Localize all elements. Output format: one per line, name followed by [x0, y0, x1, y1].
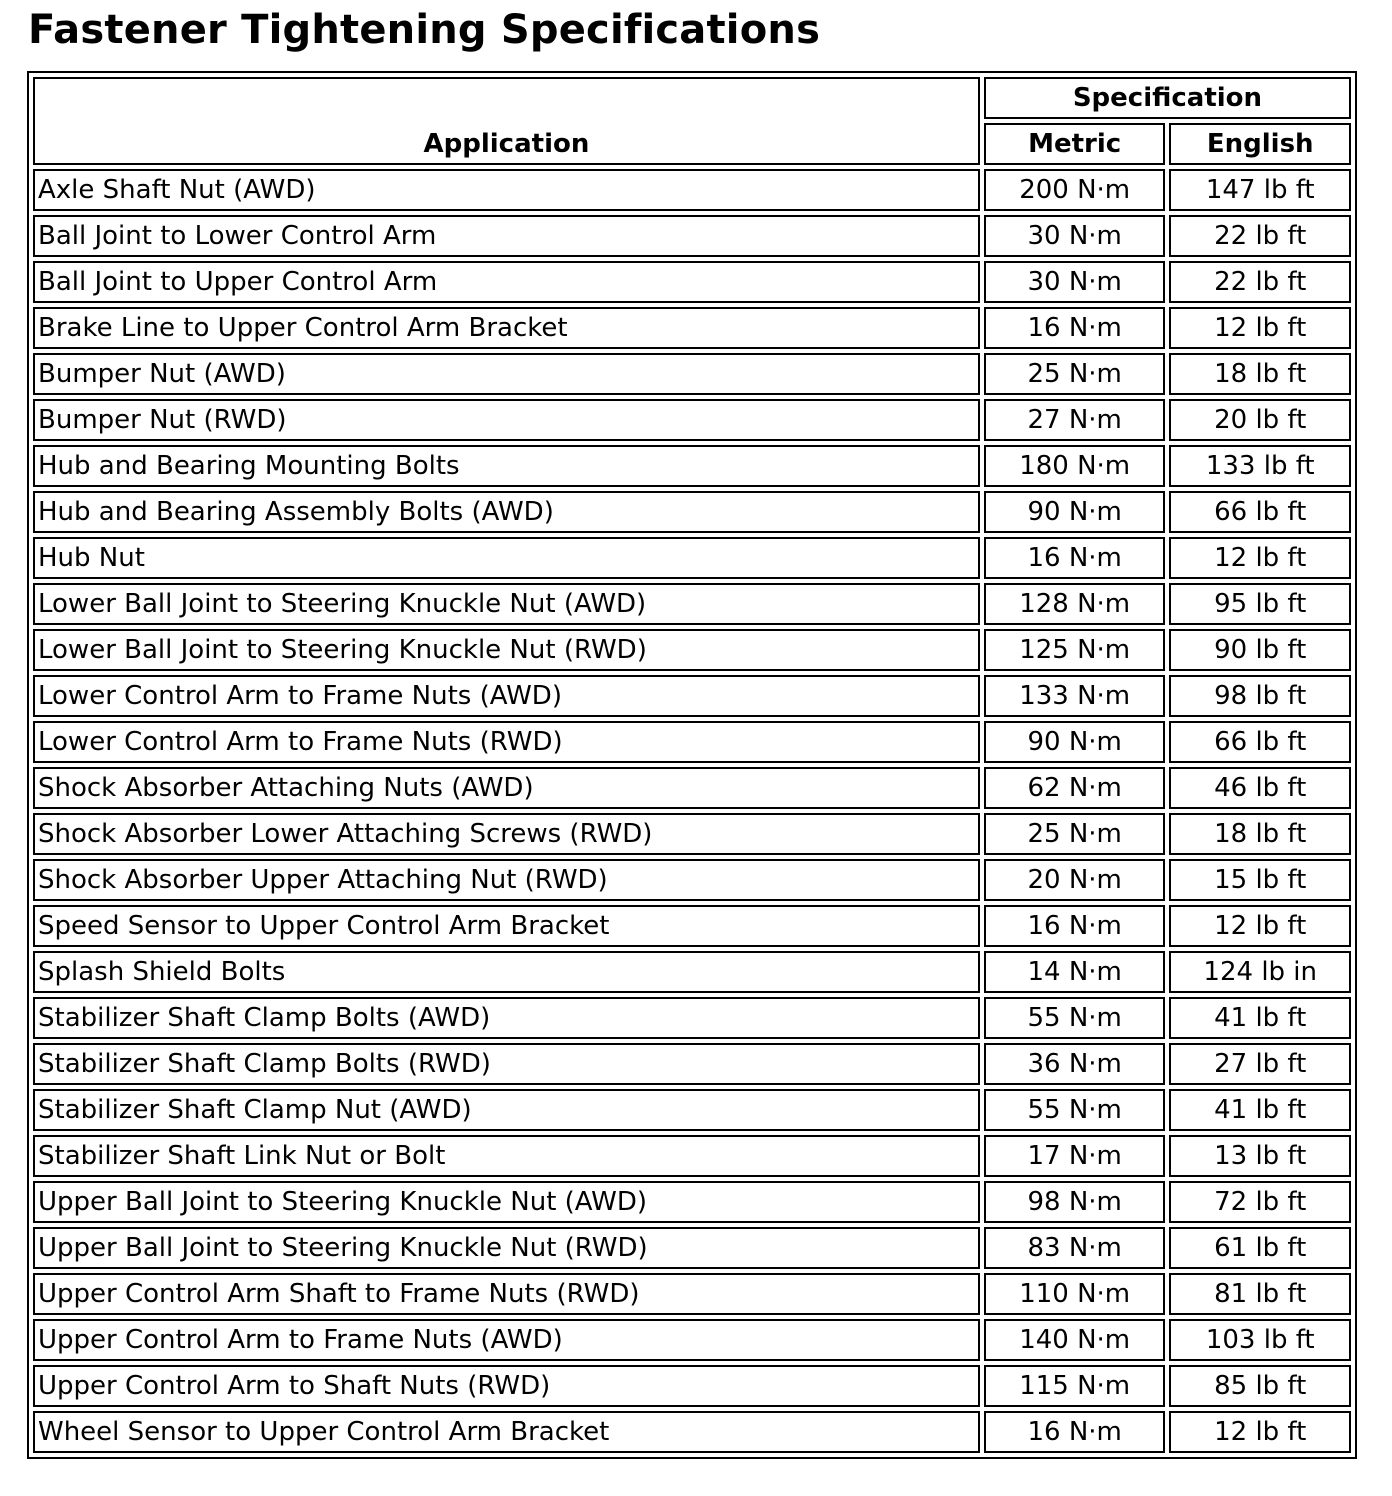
table-row [33, 583, 1351, 625]
cell-application: Wheel Sensor to Upper Control Arm Bracket [33, 1411, 980, 1453]
cell-metric: 16 N·m [984, 1411, 1166, 1453]
cell-application: Ball Joint to Lower Control Arm [33, 215, 980, 257]
cell-metric: 17 N·m [984, 1135, 1166, 1177]
header-english: English [1169, 123, 1351, 165]
cell-metric: 14 N·m [984, 951, 1166, 993]
table-row [33, 1043, 1351, 1085]
cell-metric: 128 N·m [984, 583, 1166, 625]
cell-english: 12 lb ft [1169, 537, 1351, 579]
cell-english: 18 lb ft [1169, 353, 1351, 395]
cell-metric: 125 N·m [984, 629, 1166, 671]
cell-metric: 20 N·m [984, 859, 1166, 901]
table-row [33, 1135, 1351, 1177]
cell-english: 27 lb ft [1169, 1043, 1351, 1085]
cell-application: Upper Control Arm Shaft to Frame Nuts (RWD) [33, 1273, 980, 1315]
cell-metric: 25 N·m [984, 353, 1166, 395]
header-application: Application [33, 77, 980, 165]
cell-application: Stabilizer Shaft Clamp Nut (AWD) [33, 1089, 980, 1131]
cell-metric: 180 N·m [984, 445, 1166, 487]
table-row [33, 813, 1351, 855]
cell-application: Stabilizer Shaft Clamp Bolts (AWD) [33, 997, 980, 1039]
table-row [33, 1089, 1351, 1131]
cell-metric: 90 N·m [984, 491, 1166, 533]
cell-metric: 30 N·m [984, 261, 1166, 303]
cell-metric: 200 N·m [984, 169, 1166, 211]
cell-english: 66 lb ft [1169, 721, 1351, 763]
cell-metric: 36 N·m [984, 1043, 1166, 1085]
cell-application: Hub and Bearing Assembly Bolts (AWD) [33, 491, 980, 533]
cell-metric: 55 N·m [984, 997, 1166, 1039]
cell-english: 95 lb ft [1169, 583, 1351, 625]
cell-application: Bumper Nut (RWD) [33, 399, 980, 441]
cell-english: 124 lb in [1169, 951, 1351, 993]
cell-application: Bumper Nut (AWD) [33, 353, 980, 395]
table-row [33, 905, 1351, 947]
cell-metric: 115 N·m [984, 1365, 1166, 1407]
page-title: Fastener Tightening Specifications [28, 7, 821, 53]
table-body [33, 169, 1351, 1453]
cell-english: 13 lb ft [1169, 1135, 1351, 1177]
cell-english: 133 lb ft [1169, 445, 1351, 487]
cell-application: Axle Shaft Nut (AWD) [33, 169, 980, 211]
cell-english: 22 lb ft [1169, 215, 1351, 257]
cell-english: 46 lb ft [1169, 767, 1351, 809]
header-specification: Specification [984, 77, 1351, 119]
cell-metric: 25 N·m [984, 813, 1166, 855]
cell-english: 98 lb ft [1169, 675, 1351, 717]
cell-application: Upper Control Arm to Shaft Nuts (RWD) [33, 1365, 980, 1407]
table-row [33, 997, 1351, 1039]
cell-metric: 133 N·m [984, 675, 1166, 717]
cell-application: Splash Shield Bolts [33, 951, 980, 993]
cell-application: Lower Ball Joint to Steering Knuckle Nut (RWD) [33, 629, 980, 671]
cell-application: Upper Ball Joint to Steering Knuckle Nut (AWD) [33, 1181, 980, 1223]
cell-metric: 30 N·m [984, 215, 1166, 257]
cell-application: Lower Ball Joint to Steering Knuckle Nut (AWD) [33, 583, 980, 625]
cell-english: 41 lb ft [1169, 1089, 1351, 1131]
cell-application: Hub and Bearing Mounting Bolts [33, 445, 980, 487]
table-row [33, 629, 1351, 671]
cell-english: 90 lb ft [1169, 629, 1351, 671]
table-row [33, 859, 1351, 901]
cell-english: 85 lb ft [1169, 1365, 1351, 1407]
cell-application: Shock Absorber Lower Attaching Screws (RWD) [33, 813, 980, 855]
cell-metric: 16 N·m [984, 905, 1166, 947]
table-row [33, 1365, 1351, 1407]
cell-metric: 55 N·m [984, 1089, 1166, 1131]
header-metric: Metric [984, 123, 1166, 165]
table-row [33, 169, 1351, 211]
cell-english: 41 lb ft [1169, 997, 1351, 1039]
cell-metric: 140 N·m [984, 1319, 1166, 1361]
cell-application: Speed Sensor to Upper Control Arm Bracket [33, 905, 980, 947]
table-row [33, 767, 1351, 809]
cell-metric: 16 N·m [984, 307, 1166, 349]
spec-table-frame [27, 71, 1357, 1459]
cell-application: Lower Control Arm to Frame Nuts (AWD) [33, 675, 980, 717]
table-row [33, 721, 1351, 763]
cell-english: 12 lb ft [1169, 1411, 1351, 1453]
cell-application: Upper Ball Joint to Steering Knuckle Nut (RWD) [33, 1227, 980, 1269]
table-row [33, 951, 1351, 993]
table-row [33, 537, 1351, 579]
cell-application: Shock Absorber Attaching Nuts (AWD) [33, 767, 980, 809]
cell-application: Lower Control Arm to Frame Nuts (RWD) [33, 721, 980, 763]
table-row [33, 1319, 1351, 1361]
cell-english: 18 lb ft [1169, 813, 1351, 855]
cell-english: 20 lb ft [1169, 399, 1351, 441]
cell-english: 61 lb ft [1169, 1227, 1351, 1269]
cell-english: 147 lb ft [1169, 169, 1351, 211]
cell-application: Upper Control Arm to Frame Nuts (AWD) [33, 1319, 980, 1361]
cell-metric: 110 N·m [984, 1273, 1166, 1315]
cell-english: 72 lb ft [1169, 1181, 1351, 1223]
cell-english: 81 lb ft [1169, 1273, 1351, 1315]
cell-application: Stabilizer Shaft Link Nut or Bolt [33, 1135, 980, 1177]
cell-english: 22 lb ft [1169, 261, 1351, 303]
spec-table [29, 73, 1355, 1457]
table-row [33, 491, 1351, 533]
cell-metric: 90 N·m [984, 721, 1166, 763]
table-header [33, 77, 1351, 165]
table-row [33, 261, 1351, 303]
table-row [33, 445, 1351, 487]
cell-metric: 16 N·m [984, 537, 1166, 579]
cell-application: Stabilizer Shaft Clamp Bolts (RWD) [33, 1043, 980, 1085]
cell-application: Shock Absorber Upper Attaching Nut (RWD) [33, 859, 980, 901]
cell-english: 12 lb ft [1169, 905, 1351, 947]
cell-application: Brake Line to Upper Control Arm Bracket [33, 307, 980, 349]
cell-application: Ball Joint to Upper Control Arm [33, 261, 980, 303]
table-row [33, 1411, 1351, 1453]
table-row [33, 215, 1351, 257]
header-row-top [33, 77, 1351, 119]
table-row [33, 1227, 1351, 1269]
table-row [33, 353, 1351, 395]
cell-metric: 27 N·m [984, 399, 1166, 441]
cell-application: Hub Nut [33, 537, 980, 579]
table-row [33, 1181, 1351, 1223]
cell-english: 12 lb ft [1169, 307, 1351, 349]
cell-metric: 83 N·m [984, 1227, 1166, 1269]
table-row [33, 675, 1351, 717]
cell-metric: 98 N·m [984, 1181, 1166, 1223]
cell-metric: 62 N·m [984, 767, 1166, 809]
cell-english: 15 lb ft [1169, 859, 1351, 901]
cell-english: 103 lb ft [1169, 1319, 1351, 1361]
table-row [33, 307, 1351, 349]
table-row [33, 399, 1351, 441]
table-row [33, 1273, 1351, 1315]
cell-english: 66 lb ft [1169, 491, 1351, 533]
